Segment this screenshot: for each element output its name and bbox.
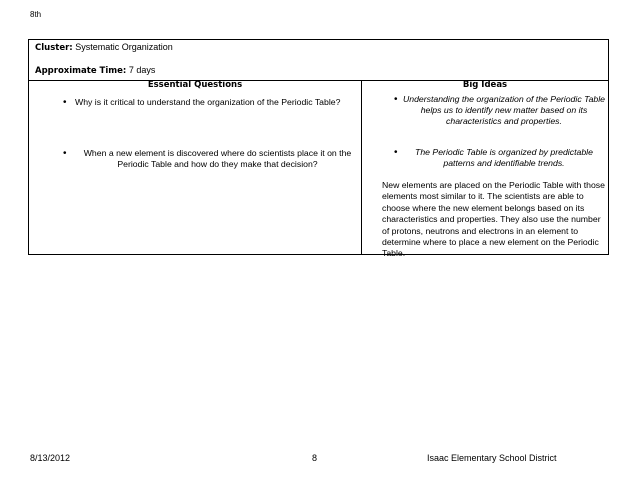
cluster-line — [35, 42, 173, 53]
footer-date: 8/13/2012 — [30, 453, 71, 463]
cluster-value: Systematic Organization — [75, 42, 173, 52]
bullet-icon: • — [394, 94, 398, 105]
big-ideas-header: Big Ideas — [462, 80, 508, 90]
grade-label: 8th — [30, 10, 42, 19]
essential-question-2: When a new element is discovered where do scientists place it on the Periodic Table and how do they make that decision? — [83, 148, 352, 169]
footer-district: Isaac Elementary School District — [427, 453, 557, 463]
bullet-icon: • — [394, 147, 398, 158]
cluster-label: Cluster: — [35, 43, 73, 53]
footer-page-number: 8 — [312, 453, 318, 463]
time-value: 7 days — [128, 65, 156, 75]
big-idea-1: Understanding the organization of the Periodic Table helps us to identify new matter based on its characteristics and properties. — [402, 94, 606, 126]
essential-question-1: Why is it critical to understand the organization of the Periodic Table? — [75, 97, 341, 107]
answer-paragraph: New elements are placed on the Periodic Table with those elements most similar to it. The scientists are able to choose where the new element belongs based on its characteristics and properties. They also use the number of protons, neutrons and electrons in an element to determine where to place a new element on the Periodic Table. — [382, 180, 605, 259]
curriculum-table — [28, 39, 609, 259]
meta-section — [29, 40, 608, 81]
time-line — [35, 65, 155, 76]
time-label: Approximate Time: — [35, 66, 127, 76]
essential-questions-header: Essential Questions — [147, 80, 243, 90]
bullet-icon: • — [63, 148, 67, 159]
big-idea-2: The Periodic Table is organized by predictable patterns and identifiable trends. — [415, 147, 593, 168]
bullet-icon: • — [63, 97, 67, 108]
